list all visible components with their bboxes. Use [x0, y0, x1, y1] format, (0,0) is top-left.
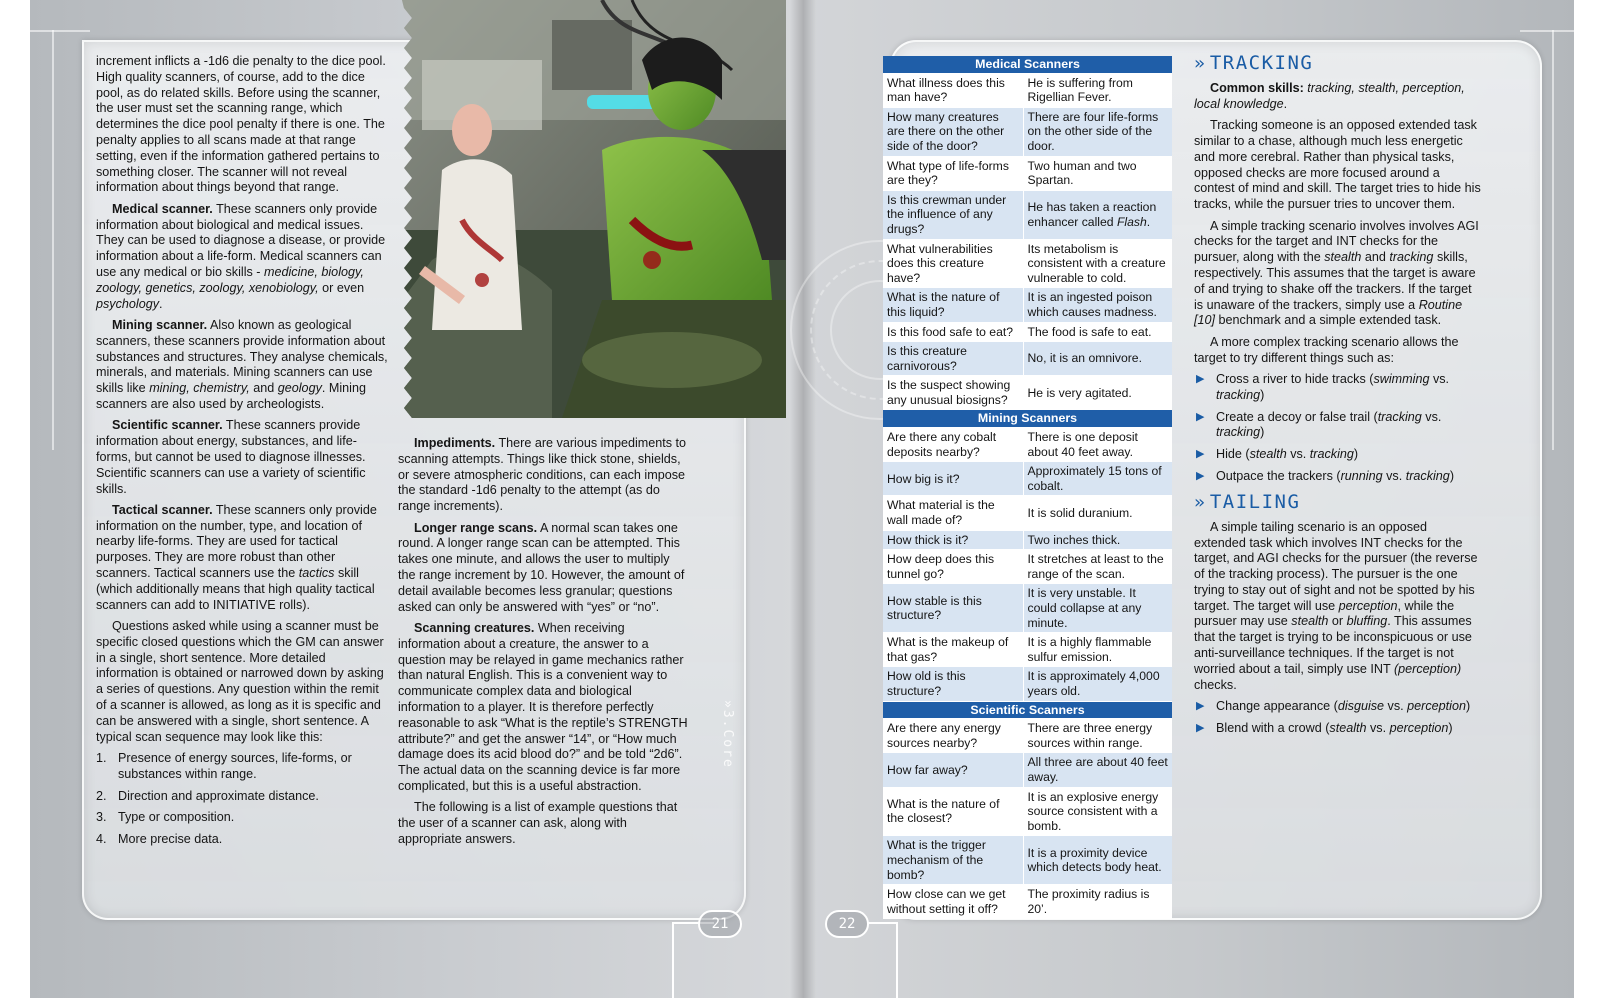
answer-cell: [1023, 239, 1172, 288]
list-item: [96, 751, 388, 783]
table-row: [883, 496, 1172, 530]
table-row: [883, 787, 1172, 836]
table-row: [883, 836, 1172, 885]
illustration-medical-scene: [402, 0, 786, 418]
term-bold: Scientific scanner.: [112, 418, 223, 433]
right-column-tracking: [1194, 52, 1482, 743]
answer-text: It is an ingested poison which causes madness.: [1027, 290, 1157, 319]
triangle-bullet-icon: ▶: [1196, 372, 1205, 385]
table-row: [883, 462, 1172, 496]
answer-cell: [1023, 376, 1172, 410]
term-italic: psychology: [96, 296, 160, 311]
illustration-svg: [402, 0, 786, 418]
answer-cell: [1023, 428, 1172, 462]
question-cell: How deep does this tunnel go?: [883, 550, 1023, 584]
section-title-tailing: [1194, 491, 1482, 514]
table-row: [883, 190, 1172, 239]
term-bold: Scanning creatures.: [414, 620, 535, 635]
text: These scanners provide information about energy, substances, and life-forms, but cannot be used to diagnose illnesses. Scientific scanners can use a variety of scientific skills.: [96, 418, 366, 496]
answer-cell: [1023, 885, 1172, 919]
paragraph-medical-scanner: Medical scanner. These scanners only provide information about biological and medical issues. They can be used to diagnose a disease, or provide information about a life-form. Medical scanners can use any medical or bio skills - medicine, biology, zoology, genetics, zoology, xenobiology, or even psychology.: [96, 201, 386, 311]
text: Cross a river to hide tracks (: [1216, 371, 1374, 386]
answer-text: Approximately 15 tons of cobalt.: [1027, 464, 1162, 493]
paragraph: [1194, 335, 1482, 367]
text: skill (which additionally means that high quality tactical scanners can add to INITIATIVE rolls).: [96, 566, 375, 612]
list-item: [1194, 447, 1482, 463]
deco-line: [1552, 30, 1554, 450]
table-row: [883, 667, 1172, 701]
term-italic: swimming: [1373, 371, 1430, 386]
answer-cell: [1023, 836, 1172, 885]
text: vs.: [1286, 447, 1310, 462]
table-row: [883, 550, 1172, 584]
table-section-header: [883, 410, 1172, 428]
paragraph: [96, 54, 388, 196]
question-cell: Is this crewman under the influence of any drugs?: [883, 190, 1023, 239]
page-gutter: [790, 0, 816, 998]
term-italic: disguise: [1337, 699, 1385, 714]
answer-cell: [1023, 584, 1172, 633]
answer-text: Two human and two Spartan.: [1027, 158, 1137, 188]
deco-line: [1520, 30, 1574, 32]
answer-cell: [1023, 156, 1172, 190]
term-bold: Tactical scanner.: [112, 502, 213, 517]
text: benchmark and a simple extended task.: [1215, 313, 1442, 328]
triangle-bullet-icon: ▶: [1196, 410, 1205, 423]
term-italic: tracking: [1405, 468, 1450, 483]
scan-sequence-list: [96, 751, 388, 848]
deco-line: [30, 30, 90, 32]
question-cell: Is this creature carnivorous?: [883, 342, 1023, 376]
term-bold: Mining scanner.: [112, 317, 208, 332]
paragraph: [1194, 520, 1482, 694]
answer-text: There is one deposit about 40 feet away.: [1027, 430, 1138, 459]
text: Blend with a crowd (: [1216, 720, 1330, 735]
answer-cell: [1023, 190, 1172, 239]
text: Tracking someone is an opposed extended task similar to a chase, although much less energetic and more cerebral. Rather than physical tasks, opposed checks are more focused around a contest of mind and skill. The target tries to hide his tracks, while the pursuer tries to uncover them.: [1194, 118, 1481, 212]
text: ): [1449, 468, 1455, 483]
term-italic: stealth: [1329, 720, 1367, 735]
paragraph-longer-range: [398, 521, 690, 616]
paragraph: [1194, 118, 1482, 213]
table-row: [883, 584, 1172, 633]
page-number-frame: [868, 922, 898, 998]
text: Change appearance (: [1216, 699, 1338, 714]
question-cell: How close can we get without setting it off?: [883, 885, 1023, 919]
triangle-bullet-icon: ▶: [1196, 721, 1205, 734]
table-row: [883, 753, 1172, 787]
term-italic: Routine [10]: [1194, 297, 1463, 328]
text: or: [1328, 614, 1347, 629]
list-number: 3.: [96, 810, 107, 825]
text: vs.: [1366, 720, 1390, 735]
question-cell: What is the nature of this liquid?: [883, 288, 1023, 322]
text: and: [1361, 250, 1390, 265]
term-italic: tracking: [1216, 425, 1261, 440]
question-cell: What illness does this man have?: [883, 73, 1023, 107]
question-cell: What vulnerabilities does this creature have?: [883, 239, 1023, 288]
text: ): [1353, 447, 1359, 462]
text: or even: [318, 280, 365, 295]
text: .: [1283, 96, 1288, 111]
question-cell: What is the trigger mechanism of the bomb?: [883, 836, 1023, 885]
list-text: More precise data.: [118, 832, 223, 847]
list-item: [96, 810, 388, 826]
text: ): [1260, 425, 1265, 440]
deco-line: [52, 30, 54, 450]
answer-cell: [1023, 753, 1172, 787]
answer-italic: Flash: [1116, 214, 1147, 229]
answer-cell: [1023, 496, 1172, 530]
text: The following is a list of example questions that the user of a scanner can ask, along with appropriate answers.: [398, 800, 678, 846]
answer-text: He has taken a reaction enhancer called: [1027, 200, 1157, 229]
paragraph-questions: [96, 619, 388, 745]
term-italic: perception: [1338, 598, 1398, 613]
text: A more complex tracking scenario allows the target to try different things such as:: [1194, 334, 1459, 365]
term-italic: stealth: [1291, 614, 1329, 629]
chevron-icon: »: [1194, 53, 1202, 74]
question-cell: Are there any energy sources nearby?: [883, 719, 1023, 753]
list-number: 2.: [96, 788, 107, 803]
chevron-icon: »: [1194, 491, 1202, 513]
text: ): [1465, 699, 1471, 714]
term-italic: perception: [1389, 720, 1449, 735]
answer-text: .: [1146, 214, 1151, 229]
table-row: [883, 530, 1172, 550]
tailing-options-list: [1194, 699, 1482, 737]
answer-cell: [1023, 342, 1172, 376]
triangle-bullet-icon: ▶: [1196, 448, 1205, 461]
answer-text: All three are about 40 feet away.: [1027, 755, 1168, 784]
question-cell: How many creatures are there on the other side of the door?: [883, 107, 1023, 156]
text: . Mining scanners are also used by archeologists.: [96, 381, 366, 411]
paragraph-scientific-scanner: [96, 418, 388, 497]
text: increment inflicts a -1d6 die penalty to the dice pool. High quality scanners, of course, add to the dice pool, as do related skills. Before using the scanner, the user must set the scanning range, which determines the dice pool penalty if there is one. The penalty applies to all scans made at that range setting, even if the information gathered pertains to something closer. The scanner will not reveal information about things beyond that range.: [96, 54, 386, 195]
text: Outpace the trackers (: [1216, 468, 1341, 483]
answer-text: It is a highly flammable sulfur emission.: [1027, 635, 1152, 664]
table-section-header: [883, 701, 1172, 719]
answer-cell: [1023, 107, 1172, 156]
answer-text: The proximity radius is 20’.: [1027, 887, 1150, 916]
term-italic: stealth: [1324, 250, 1362, 265]
text: A normal scan takes one round. A longer range scan can be attempted. This takes one minute, and allows the user to multiply the range increment by 10. However, the amount of detail available becomes less granular; questions asked can only be answered with “yes” or “no”.: [398, 520, 685, 614]
section-title-tracking: [1194, 52, 1482, 75]
term-bold: Impediments.: [414, 436, 496, 450]
answer-cell: [1023, 667, 1172, 701]
table-section-header: [883, 56, 1172, 73]
scanner-questions-table: [883, 56, 1172, 919]
term-italic: tracking, stealth, perception, local knowledge: [1194, 81, 1465, 111]
text: vs.: [1429, 371, 1450, 386]
answer-text: It is very unstable. It could collapse at any minute.: [1027, 586, 1142, 630]
text: These scanners only provide information about biological and medical issues. They can be used to diagnose a disease, or provide information about a life-form. Medical scanners can use any medical or bio skills -: [96, 201, 386, 279]
paragraph-scanning-creatures: [398, 621, 690, 795]
list-text: Type or composition.: [118, 810, 235, 825]
answer-cell: [1023, 633, 1172, 667]
text: There are various impediments to scanning attempts. Things like thick stone, shields, or severe atmospheric conditions, can each impose the standard -1d6 penalty to the attempt (as do range increments).: [398, 436, 687, 514]
table-section-title: Medical Scanners: [883, 56, 1172, 73]
answer-cell: [1023, 73, 1172, 107]
page-number-left: 21: [698, 910, 742, 938]
text: vs.: [1382, 468, 1406, 483]
list-item: [96, 789, 388, 805]
text: skills, respectively. This assumes that the target is aware of and trying to shake off the trackers. If the target is unaware of the trackers, simply use a: [1194, 250, 1476, 312]
question-cell: How stable is this structure?: [883, 584, 1023, 633]
text: Create a decoy or false trail (: [1216, 409, 1378, 424]
paragraph-mining-scanner: [96, 318, 388, 413]
list-item: [1194, 410, 1482, 442]
list-text: Presence of energy sources, life-forms, or substances within range.: [118, 751, 352, 781]
paragraph-tactical-scanner: [96, 503, 388, 614]
text: ): [1260, 387, 1265, 402]
term-italic: stealth: [1249, 447, 1287, 462]
answer-text: It is approximately 4,000 years old.: [1027, 669, 1160, 698]
table-row: [883, 428, 1172, 462]
answer-text: Two inches thick.: [1027, 532, 1121, 547]
text: Hide (: [1216, 447, 1250, 462]
table-row: [883, 885, 1172, 919]
answer-text: There are three energy sources within range.: [1027, 721, 1153, 750]
answer-cell: [1023, 322, 1172, 342]
text: Also known as geological scanners, these scanners provide information about substances and structures. They analyse chemicals, minerals, and materials. Mining scanners can use skills like: [96, 317, 388, 396]
table-row: [883, 719, 1172, 753]
table-row: [883, 376, 1172, 410]
question-cell: What is the nature of the closest?: [883, 787, 1023, 836]
left-column-a: [96, 54, 388, 854]
answer-text: It is an explosive energy source consistent with a bomb.: [1027, 789, 1159, 833]
term-italic: tracking: [1309, 447, 1354, 462]
table-row: [883, 156, 1172, 190]
term-italic: perception: [1407, 699, 1466, 714]
question-cell: Is this food safe to eat?: [883, 322, 1023, 342]
answer-text: It is a proximity device which detects body heat.: [1027, 845, 1162, 875]
term-italic: bluffing: [1346, 614, 1388, 629]
answer-text: There are four life-forms on the other side of the door.: [1027, 109, 1159, 153]
question-cell: How big is it?: [883, 462, 1023, 496]
term-italic: (perception): [1393, 661, 1462, 676]
left-column-b: [398, 436, 690, 853]
term-italic: running: [1340, 468, 1383, 483]
section-title-text: TRACKING: [1209, 52, 1314, 74]
text: . This assumes that the target is trying to be inconspicuous or use anti-surveillance techniques. If the target is not worried about a tail, simply use INT: [1194, 614, 1472, 676]
text: Questions asked while using a scanner must be specific closed questions which the GM can answer in a single, short sentence. More detailed information is obtained or narrowed down by asking a series of questions. Any question within the remit of a scanner is allowed, as long as it is specific and can be answered with a single, short sentence. A typical scan sequence may look like this:: [96, 619, 384, 744]
question-cell: Is the suspect showing any unusual biosigns?: [883, 376, 1023, 410]
paragraph: [1194, 219, 1482, 330]
term-bold: Longer range scans.: [414, 520, 538, 535]
answer-text: He is suffering from Rigellian Fever.: [1027, 75, 1133, 105]
term-italic: tactics: [298, 566, 335, 581]
paragraph-impediments: [398, 436, 690, 515]
page-number-right: 22: [825, 910, 869, 938]
term-italic: medicine, biology, zoology, genetics, zoology, xenobiology,: [96, 264, 364, 295]
text: vs.: [1384, 699, 1408, 714]
question-cell: Are there any cobalt deposits nearby?: [883, 428, 1023, 462]
answer-cell: [1023, 719, 1172, 753]
term-italic: geology: [277, 381, 322, 396]
list-number: 4.: [96, 832, 107, 847]
text: checks.: [1194, 677, 1237, 692]
answer-text: The food is safe to eat.: [1027, 324, 1152, 339]
question-cell: How thick is it?: [883, 530, 1023, 550]
text: A simple tailing scenario is an opposed extended task which involves INT checks for the target, and AGI checks for the pursuer (the reverse of the tracking process). The pursuer is the one trying to stay out of sight and not be spotted by his target. The target will use: [1194, 519, 1478, 613]
triangle-bullet-icon: ▶: [1196, 469, 1205, 482]
section-title-text: TAILING: [1209, 490, 1301, 513]
table-row: [883, 239, 1172, 288]
paragraph-following: [398, 800, 690, 847]
table-row: [883, 342, 1172, 376]
table-section-title: Mining Scanners: [883, 410, 1172, 428]
text: , while the pursuer may use: [1194, 598, 1455, 629]
answer-text: It stretches at least to the range of the scan.: [1027, 552, 1164, 581]
answer-cell: [1023, 787, 1172, 836]
term-bold: Common skills:: [1210, 81, 1304, 95]
term-italic: tracking: [1389, 250, 1434, 265]
list-text: Direction and approximate distance.: [118, 788, 319, 803]
text: These scanners only provide information on the number, type, and location of nearby life-forms. They are used for tactical purposes. They are more robust than other scanners. Tactical scanners use the: [96, 502, 377, 581]
table-row: [883, 73, 1172, 107]
table-row: [883, 288, 1172, 322]
question-cell: What is the makeup of that gas?: [883, 633, 1023, 667]
term-italic: mining, chemistry,: [149, 381, 250, 396]
list-item: [1194, 469, 1482, 485]
table-row: [883, 107, 1172, 156]
text: A simple tracking scenario involves involves AGI checks for the target and INT checks for the pursuer, along with the: [1194, 218, 1479, 265]
question-cell: What material is the wall made of?: [883, 496, 1023, 530]
answer-text: It is solid duranium.: [1027, 505, 1133, 520]
chapter-side-tab: »3.Core: [720, 700, 735, 769]
text: and: [249, 381, 278, 396]
answer-cell: [1023, 550, 1172, 584]
table-row: [883, 322, 1172, 342]
term-italic: tracking: [1216, 387, 1261, 402]
term-bold: Medical scanner.: [112, 201, 213, 216]
question-cell: What type of life-forms are they?: [883, 156, 1023, 190]
table-row: [883, 633, 1172, 667]
list-number: 1.: [96, 751, 107, 766]
list-item: [96, 832, 388, 848]
text: vs.: [1421, 409, 1442, 424]
text: ): [1448, 720, 1453, 735]
term-italic: tracking: [1377, 409, 1422, 424]
question-cell: How old is this structure?: [883, 667, 1023, 701]
answer-text: No, it is an omnivore.: [1027, 351, 1142, 366]
question-cell: How far away?: [883, 753, 1023, 787]
list-item: [1194, 699, 1482, 715]
answer-text: He is very agitated.: [1027, 385, 1132, 400]
table-section-title: Scientific Scanners: [883, 701, 1172, 719]
triangle-bullet-icon: ▶: [1196, 700, 1205, 713]
tracking-options-list: [1194, 372, 1482, 485]
answer-cell: [1023, 462, 1172, 496]
answer-cell: [1023, 530, 1172, 550]
list-item: [1194, 372, 1482, 404]
list-item: [1194, 721, 1482, 737]
paragraph-common-skills: [1194, 81, 1482, 113]
text: When receiving information about a creature, the answer to a question may be relayed in game mechanics rather than natural English. This is a convenient way to communicate complex data and biological information to a player. It is therefore perfectly reasonable to ask “What is the reptile’s STRENGTH attribute?” and get the answer “14”, or “How much damage does its acid blood do?” and be told “2d6”. The actual data on the scanning device is far more complicated, but this is a useful abstraction.: [398, 620, 688, 793]
answer-cell: [1023, 288, 1172, 322]
answer-text: Its metabolism is consistent with a creature vulnerable to cold.: [1027, 241, 1166, 285]
